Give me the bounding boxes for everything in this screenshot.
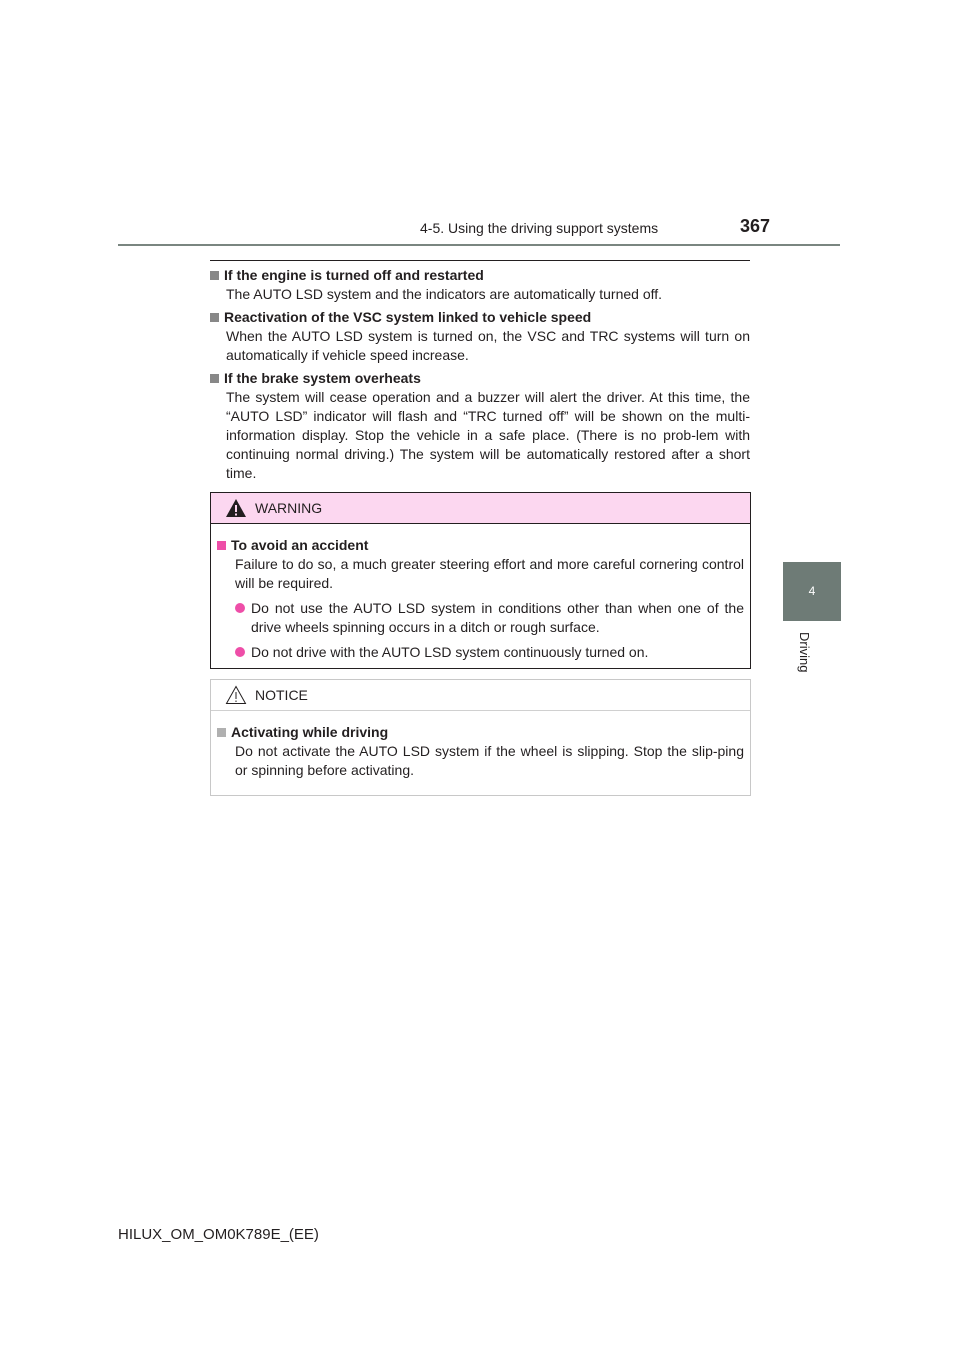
info-item (210, 266, 750, 304)
info-item (210, 369, 750, 483)
warning-box (210, 492, 751, 669)
chapter-tab: 4 (783, 562, 841, 621)
item-title: Reactivation of the VSC system linked to vehicle speed (224, 309, 592, 325)
content-rule (210, 260, 750, 261)
warning-body: Failure to do so, a much greater steering effort and more careful cornering control will be required. (235, 556, 744, 591)
circle-bullet-icon (235, 647, 245, 657)
item-title: If the engine is turned off and restarted (224, 267, 484, 283)
info-item (210, 308, 750, 365)
square-bullet-icon (210, 313, 219, 322)
document-code: HILUX_OM_OM0K789E_(EE) (118, 1226, 319, 1243)
square-bullet-icon (217, 728, 226, 737)
header-rule (118, 244, 840, 246)
square-bullet-icon (210, 374, 219, 383)
section-title: 4-5. Using the driving support systems (420, 220, 659, 236)
warning-label: WARNING (255, 500, 323, 516)
item-body: When the AUTO LSD system is turned on, the VSC and TRC systems will turn on automatically if vehicle speed increase. (226, 328, 750, 363)
content-section (210, 266, 750, 487)
circle-bullet-icon (235, 603, 245, 613)
square-bullet-icon (210, 271, 219, 280)
warning-header (211, 493, 750, 524)
warning-triangle-icon (225, 498, 247, 518)
notice-body: Do not activate the AUTO LSD system if the wheel is slipping. Stop the slip-ping or spinning before activating. (235, 743, 744, 778)
list-item: Do not drive with the AUTO LSD system continuously turned on. (217, 643, 744, 662)
item-body: The AUTO LSD system and the indicators are automatically turned off. (226, 286, 663, 302)
notice-label: NOTICE (255, 687, 308, 703)
notice-box (210, 679, 751, 796)
notice-title: Activating while driving (231, 724, 389, 740)
list-item: Do not use the AUTO LSD system in conditions other than when one of the drive wheels spinning occurs in a ditch or rough surface. (217, 599, 744, 637)
warning-title: To avoid an accident (231, 537, 369, 553)
item-body: The system will cease operation and a buzzer will alert the driver. At this time, the “AUTO LSD” indicator will flash and “TRC turned off” will be shown on the multi-information display. Stop the vehicle in a safe place. (There is no prob-lem with continuing normal driving.) The system will be automatically restored after a short time. (226, 389, 750, 481)
chapter-label: Driving (797, 632, 812, 673)
square-bullet-icon (217, 541, 226, 550)
item-title: If the brake system overheats (224, 370, 421, 386)
page-number: 367 (740, 216, 771, 236)
notice-triangle-icon (225, 685, 247, 705)
notice-header (211, 680, 750, 711)
